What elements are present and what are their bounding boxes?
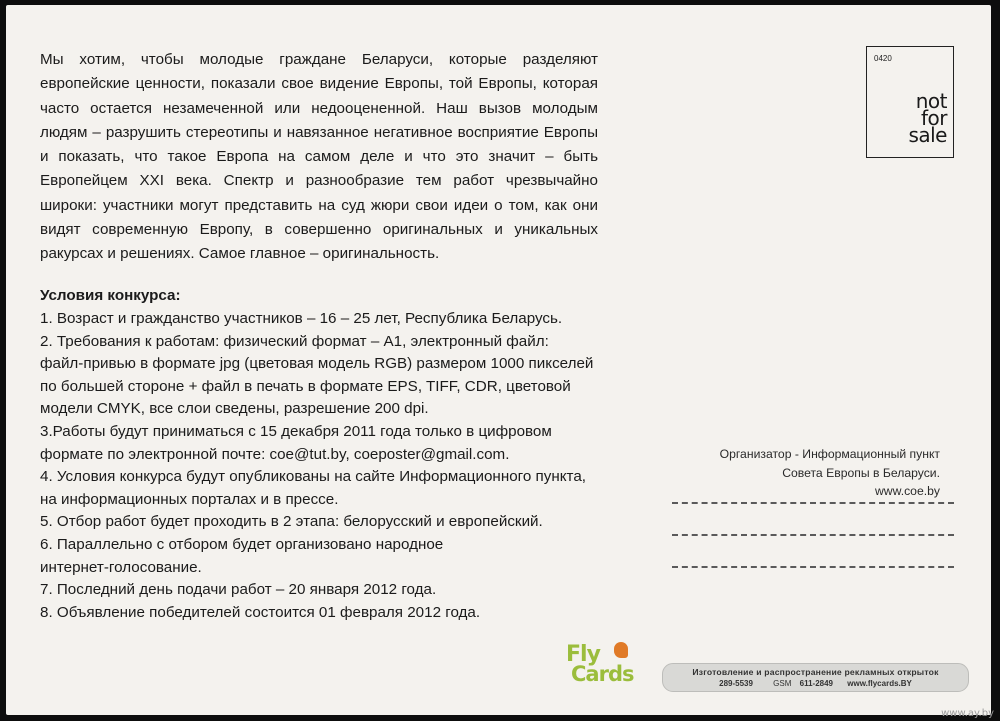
conditions-line: 8. Объявление победителей состоится 01 февраля 2012 года. [40, 603, 481, 621]
parrot-icon [614, 642, 628, 658]
printer-info-title: Изготовление и распространение рекламных открыток [692, 667, 939, 677]
conditions-list [40, 308, 600, 624]
conditions-line: файл-привью в формате jpg (цветовая модель RGB) размером 1000 пикселей [40, 355, 594, 373]
conditions-title: Условия конкурса: [40, 287, 181, 304]
gsm-label: GSM [773, 679, 792, 688]
watermark: www.ay.by [941, 708, 994, 719]
conditions-line: модели CMYK, все слои сведены, разрешение 200 dpi. [40, 400, 429, 418]
logo-word-fly: Fly [566, 642, 600, 667]
conditions-line: 2. Требования к работам: физический формат – А1, электронный файл: [40, 332, 549, 350]
stamp-box [866, 46, 954, 158]
conditions-line: 5. Отбор работ будет проходить в 2 этапа: белорусский и европейский. [40, 513, 543, 531]
not-for-sale-line: not [915, 89, 947, 113]
conditions-line: 7. Последний день подачи работ – 20 января 2012 года. [40, 581, 437, 599]
address-line [672, 534, 954, 536]
printer-website: www.flycards.BY [847, 679, 912, 688]
printer-mobile: 611-2849 [799, 679, 834, 688]
printer-contacts [663, 679, 968, 688]
stamp-code: 0420 [874, 54, 892, 63]
organizer-line: Совета Европы в Беларуси. [782, 465, 940, 480]
organizer-line: Организатор - Информационный пункт [719, 447, 940, 461]
not-for-sale-line: sale [908, 123, 947, 147]
conditions-line: 3.Работы будут приниматься с 15 декабря 2011 года только в цифровом [40, 422, 552, 440]
conditions-line: на информационных порталах и в прессе. [40, 490, 339, 508]
conditions-line: интернет-голосование. [40, 558, 202, 576]
intro-paragraph: Мы хотим, чтобы молодые граждане Беларуси, которые разделяют европейские ценности, показали свое видение Европы, той Европы, которая часто остается незамеченной или недооцененной. Наш вызов молодым людям – разрушить стереотипы и навязанное негативное восприятие Европы и показать, что такое Европа на самом деле и что это значит – быть Европейцем XXI века. Спектр и разнообразие тем работ чрезвычайно широки: участники могут представить на суд жюри свои идеи о том, как они видят современную Европу, в совершенно оригинальных и уникальных ракурсах и решениях. Самое главное – оригинальность. [40, 51, 598, 263]
organizer-website: www.coe.by [874, 484, 940, 498]
conditions-line: формате по электронной почте: coe@tut.by, coeposter@gmail.com. [40, 445, 510, 463]
logo-word-cards: Cards [571, 662, 634, 686]
not-for-sale-line: for [921, 106, 947, 130]
postcard-back [6, 5, 991, 715]
not-for-sale-label [908, 89, 947, 147]
conditions-line: 1. Возраст и гражданство участников – 16 – 25 лет, Республика Беларусь. [40, 310, 563, 327]
address-line [672, 502, 954, 504]
printer-info-box [662, 663, 969, 692]
conditions-line: 4. Условия конкурса будут опубликованы на сайте Информационного пункта, [40, 468, 586, 486]
conditions-line: по большей стороне + файл в печать в формате EPS, TIFF, CDR, цветовой [40, 377, 571, 395]
organizer-block [640, 445, 940, 501]
address-line [672, 566, 954, 568]
conditions-line: 6. Параллельно с отбором будет организовано народное [40, 535, 444, 553]
flycards-logo [566, 642, 644, 688]
printer-phone: 289-5539 [719, 679, 753, 688]
